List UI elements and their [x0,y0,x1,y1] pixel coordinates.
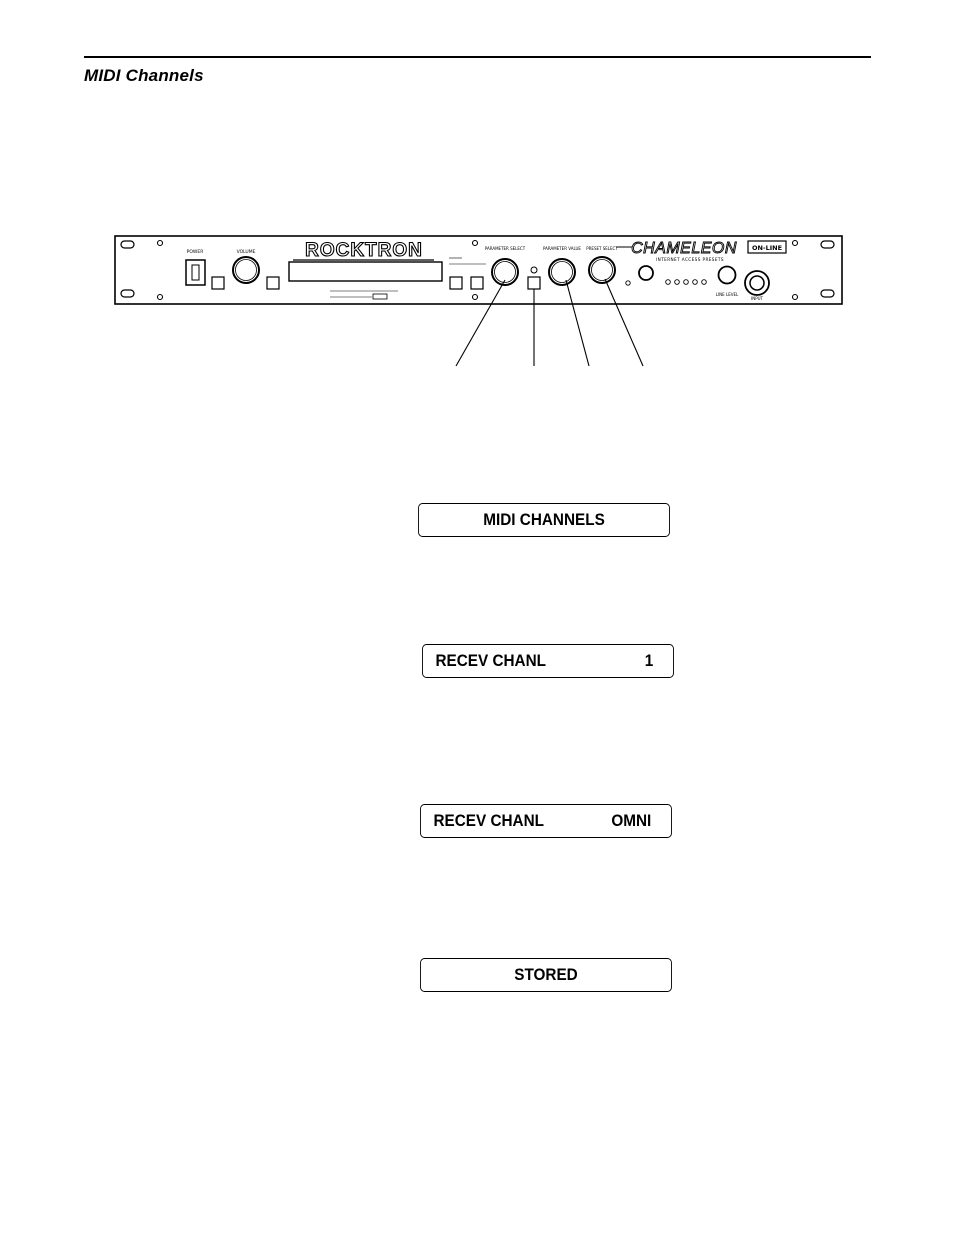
screw [793,241,798,246]
screw [793,295,798,300]
led [675,280,680,285]
lcd-parameter: RECEV CHANL [433,811,545,830]
lcd-value: OMNI [611,811,652,830]
lcd-text: MIDI CHANNELS [483,510,605,529]
volume-knob [233,257,259,283]
lcd-parameter: RECEV CHANL [435,651,547,670]
lcd-value: 1 [644,651,654,670]
volume-label: VOLUME [236,250,256,255]
panel-button [212,277,224,289]
panel-button [471,277,483,289]
screw [158,241,163,246]
parameter-value-knob [549,259,575,285]
screw [473,241,478,246]
led [666,280,671,285]
led [702,280,707,285]
led [693,280,698,285]
power-switch-rocker [192,265,199,280]
power-label: POWER [186,250,204,255]
chameleon-logo: CHAMELEON [631,240,737,257]
front-lcd-window [289,262,442,281]
panel-button [267,277,279,289]
store-led [531,267,537,273]
chameleon-tagline: INTERNET ACCESS PRESETS [656,257,724,262]
lcd-display-stored [420,958,672,992]
gain-knob [639,266,653,280]
preset-select-knob [589,257,615,283]
parameter-select-label: PARAMETER SELECT [484,246,526,251]
screw [158,295,163,300]
preset-select-label: PRESET SELECT [586,246,618,251]
lcd-display-midi-channels [418,503,670,537]
parameter-value-label: PARAMETER VALUE [543,246,581,251]
store-button [528,277,540,289]
led [626,281,630,285]
online-badge-text: ON-LINE [751,244,783,252]
lcd-text: STORED [514,965,578,984]
input-label: INPUT [751,296,763,301]
front-panel-diagram [0,0,954,380]
screw [473,295,478,300]
line-level-label: LINE LEVEL [715,292,739,297]
lcd-display-recev-chanl-omni [420,804,672,838]
led [684,280,689,285]
panel-button [450,277,462,289]
rocktron-logo: ROCKTRON [305,240,423,261]
section-title: MIDI Channels [84,66,204,85]
lcd-display-recev-chanl-1 [422,644,674,678]
line-level-knob [719,267,736,284]
